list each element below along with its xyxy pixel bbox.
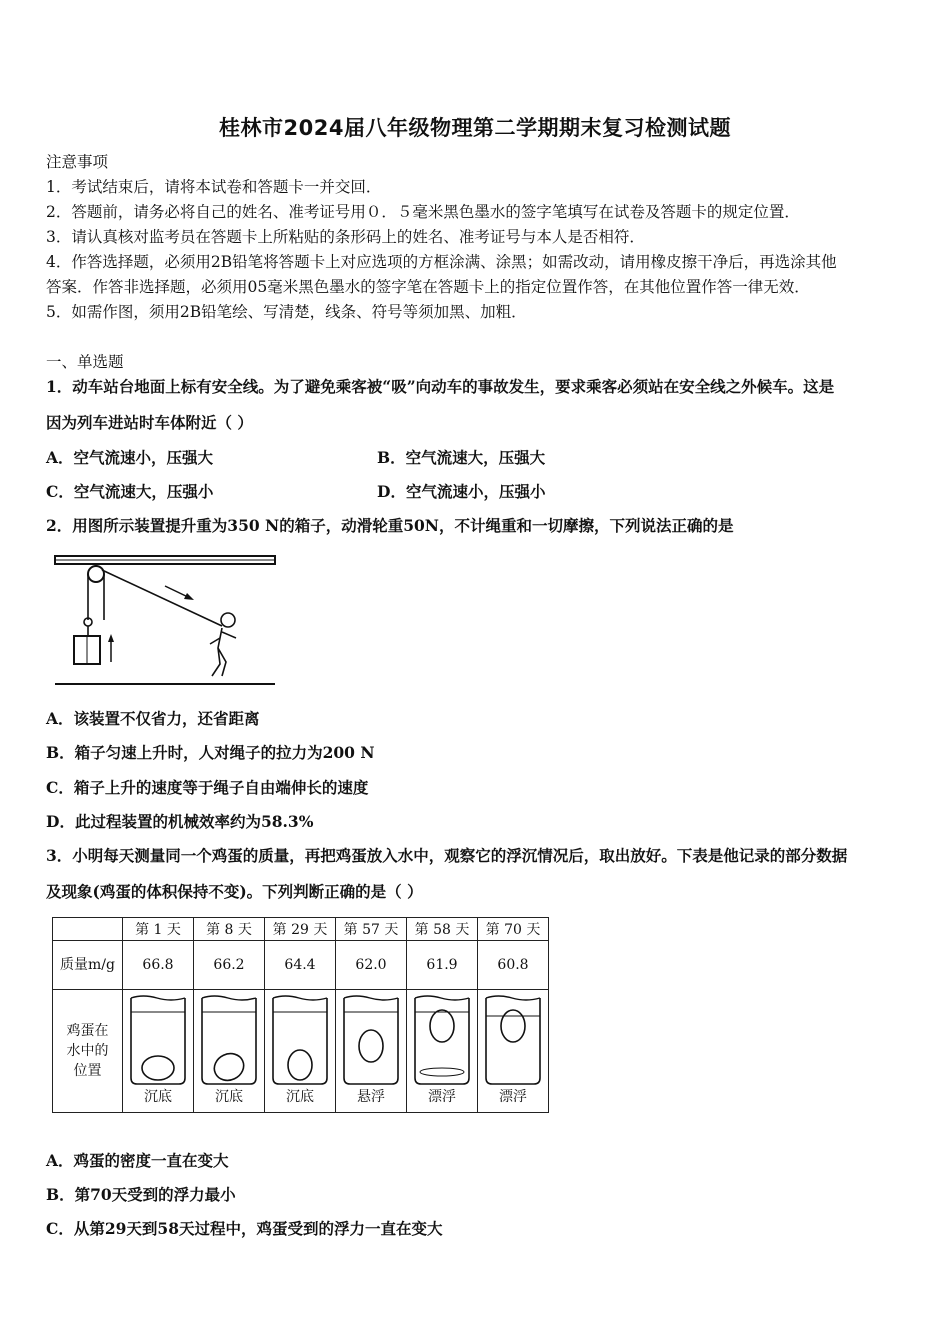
egg-state: 漂浮 [499, 1089, 527, 1105]
beaker-cell [265, 990, 336, 1113]
notice-item: 2．答题前，请务必将自己的姓名、准考证号用０．５毫米黑色墨水的签字笔填写在试卷及答题卡的规定位置． [46, 203, 800, 221]
mass-row-label: 质量m/g [53, 941, 123, 990]
beaker-cell [123, 990, 194, 1113]
notice-item: 5．如需作图，须用2B铅笔绘、写清楚，线条、符号等须加黑、加粗． [46, 303, 527, 321]
q2-stem: 2．用图所示装置提升重为350 N的箱子，动滑轮重50N，不计绳重和一切摩擦，下列说法正确的是 [46, 516, 734, 535]
mass-cell: 64.4 [265, 941, 336, 990]
egg-state: 悬浮 [357, 1089, 385, 1105]
egg-state: 沉底 [144, 1089, 172, 1105]
q1-option-d: D．空气流速小，压强小 [377, 482, 546, 501]
q3-option-c: C．从第29天到58天过程中，鸡蛋受到的浮力一直在变大 [46, 1219, 443, 1238]
mass-cell: 60.8 [478, 941, 549, 990]
q2-option-b: B．箱子匀速上升时，人对绳子的拉力为200 N [46, 743, 375, 762]
q3-option-b: B．第70天受到的浮力最小 [46, 1185, 236, 1204]
mass-cell: 66.2 [194, 941, 265, 990]
egg-data-table [52, 917, 549, 1113]
notice-item: 4．作答选择题，必须用2B铅笔将答题卡上对应选项的方框涂满、涂黑；如需改动，请用橡皮擦干净后，再选涂其他 [46, 253, 837, 271]
beaker-cell [478, 990, 549, 1113]
q2-option-c: C．箱子上升的速度等于绳子自由端伸长的速度 [46, 778, 369, 797]
notice-item: 1．考试结束后，请将本试卷和答题卡一并交回． [46, 178, 382, 196]
day-header: 第 8 天 [194, 918, 265, 941]
day-header: 第 1 天 [123, 918, 194, 941]
mass-cell: 62.0 [336, 941, 407, 990]
table-row [53, 990, 549, 1113]
position-row-label: 鸡蛋在水中的位置 [53, 990, 123, 1113]
q3-stem: 3．小明每天测量同一个鸡蛋的质量，再把鸡蛋放入水中，观察它的浮沉情况后，取出放好。下表是他记录的部分数据 [46, 846, 848, 865]
q2-option-d: D．此过程装置的机械效率约为58.3% [46, 812, 314, 831]
beaker-floating-icon [407, 994, 477, 1086]
q2-option-a: A．该装置不仅省力，还省距离 [46, 709, 260, 728]
q1-stem-cont: 因为列车进站时车体附近（ ） [46, 413, 253, 432]
pulley-figure [50, 552, 280, 692]
notice-item: 3．请认真核对监考员在答题卡上所粘贴的条形码上的姓名、准考证号与本人是否相符． [46, 228, 645, 246]
q3-stem-cont: 及现象(鸡蛋的体积保持不变)。下列判断正确的是（ ） [46, 882, 423, 901]
beaker-floating-icon [478, 994, 548, 1086]
page-title: 桂林市2024届八年级物理第二学期期末复习检测试题 [219, 116, 731, 140]
day-header: 第 58 天 [407, 918, 478, 941]
beaker-sunk-icon [194, 994, 264, 1086]
q1-option-b: B．空气流速大，压强大 [377, 448, 546, 467]
q1-stem: 1．动车站台地面上标有安全线。为了避免乘客被“吸”向动车的事故发生，要求乘客必须站在安全线之外候车。这是 [46, 377, 835, 396]
egg-state: 漂浮 [428, 1089, 456, 1105]
beaker-suspended-icon [336, 994, 406, 1086]
section-heading: 一、单选题 [46, 353, 124, 371]
egg-state: 沉底 [215, 1089, 243, 1105]
beaker-cell [336, 990, 407, 1113]
table-header-row [53, 918, 549, 941]
mass-cell: 61.9 [407, 941, 478, 990]
table-corner-cell [53, 918, 123, 941]
egg-state: 沉底 [286, 1089, 314, 1105]
beaker-sunk-icon [265, 994, 335, 1086]
q3-option-a: A．鸡蛋的密度一直在变大 [46, 1151, 229, 1170]
day-header: 第 70 天 [478, 918, 549, 941]
notice-heading: 注意事项 [46, 153, 109, 171]
beaker-sunk-icon [123, 994, 193, 1086]
mass-cell: 66.8 [123, 941, 194, 990]
q1-option-a: A．空气流速小，压强大 [46, 448, 214, 467]
day-header: 第 57 天 [336, 918, 407, 941]
beaker-cell [194, 990, 265, 1113]
q1-option-c: C．空气流速大，压强小 [46, 482, 214, 501]
beaker-cell [407, 990, 478, 1113]
table-row [53, 941, 549, 990]
day-header: 第 29 天 [265, 918, 336, 941]
notice-item: 答案．作答非选择题，必须用05毫米黑色墨水的签字笔在答题卡上的指定位置作答，在其他位置作答一律无效． [46, 278, 810, 296]
